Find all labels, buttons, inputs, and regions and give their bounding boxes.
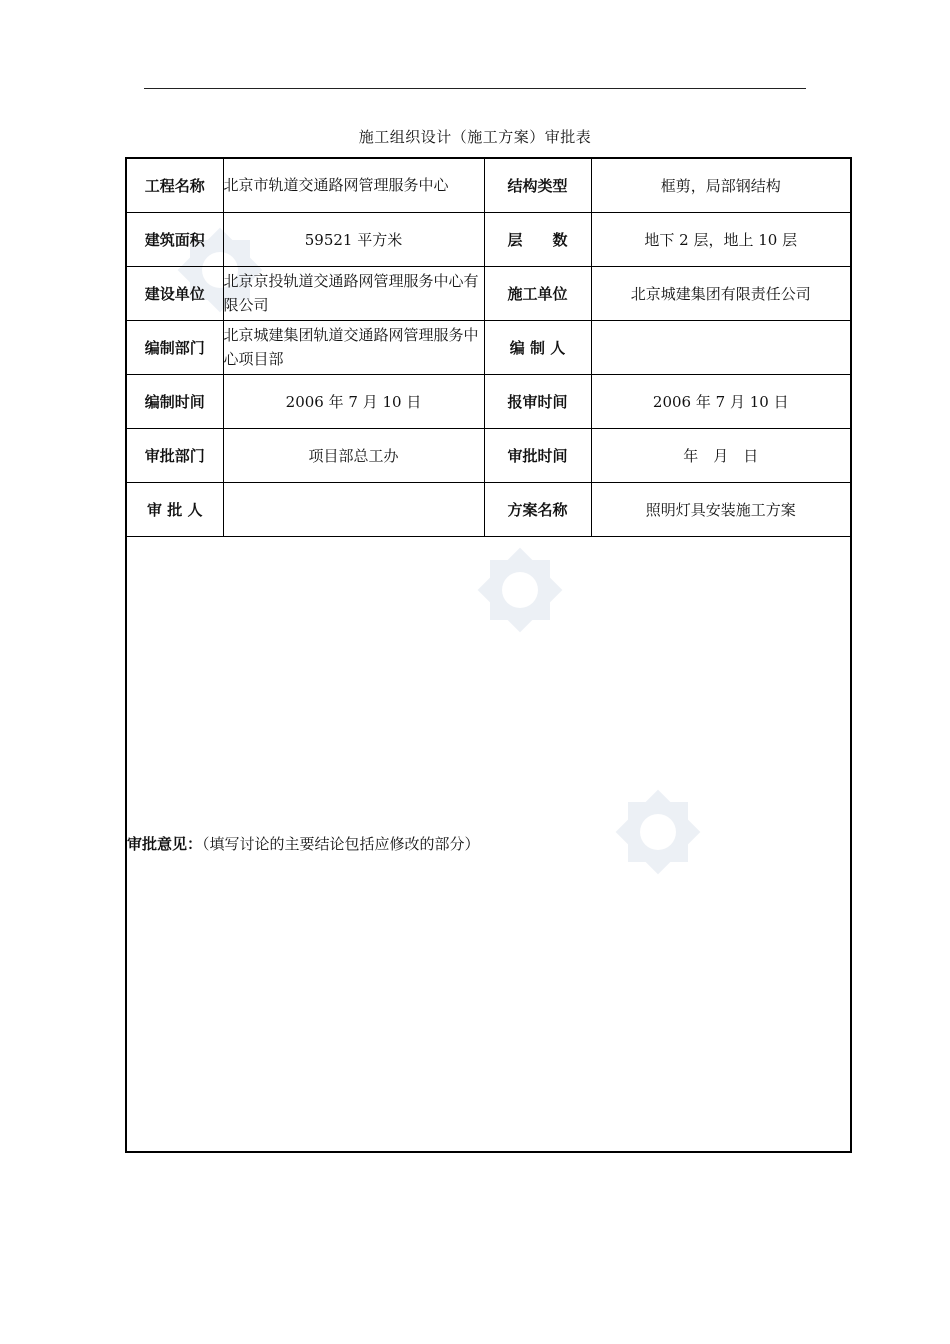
field-label: 报审时间 [484, 374, 591, 428]
opinion-hint: （填写讨论的主要结论包括应修改的部分） [202, 835, 480, 853]
approval-opinion-area[interactable] [126, 536, 851, 1152]
table-row [126, 266, 851, 320]
field-label: 审批部门 [126, 428, 223, 482]
field-value: 年 月 日 [591, 428, 851, 482]
field-label: 施工单位 [484, 266, 591, 320]
header-rule [144, 88, 806, 89]
field-value [591, 320, 851, 374]
opinion-label: 审批意见： [127, 835, 203, 853]
table-row [126, 428, 851, 482]
field-label: 方案名称 [484, 482, 591, 536]
table-row [126, 482, 851, 536]
table-row [126, 158, 851, 212]
field-label: 层 数 [484, 212, 591, 266]
field-label: 审批时间 [484, 428, 591, 482]
table-row [126, 374, 851, 428]
field-label: 编制部门 [126, 320, 223, 374]
field-value: 2006 年 7 月 10 日 [591, 374, 851, 428]
field-label: 结构类型 [484, 158, 591, 212]
field-value: 照明灯具安装施工方案 [591, 482, 851, 536]
field-label: 工程名称 [126, 158, 223, 212]
field-value: 项目部总工办 [223, 428, 484, 482]
table-row [126, 212, 851, 266]
field-label: 建设单位 [126, 266, 223, 320]
document-title: 施工组织设计（施工方案）审批表 [358, 128, 592, 146]
field-label: 编 制 人 [484, 320, 591, 374]
field-value: 北京京投轨道交通路网管理服务中心有限公司 [223, 266, 484, 320]
field-value: 北京城建集团有限责任公司 [591, 266, 851, 320]
field-label: 建筑面积 [126, 212, 223, 266]
field-label: 编制时间 [126, 374, 223, 428]
field-value: 地下 2 层，地上 10 层 [591, 212, 851, 266]
opinion-row [126, 536, 851, 1152]
field-value: 59521 平方米 [223, 212, 484, 266]
field-value: 框剪，局部钢结构 [591, 158, 851, 212]
field-value: 2006 年 7 月 10 日 [223, 374, 484, 428]
field-value: 北京城建集团轨道交通路网管理服务中心项目部 [223, 320, 484, 374]
approval-form-table [125, 157, 852, 1153]
field-value: 北京市轨道交通路网管理服务中心 [223, 158, 484, 212]
field-value [223, 482, 484, 536]
table-row [126, 320, 851, 374]
field-label: 审 批 人 [126, 482, 223, 536]
